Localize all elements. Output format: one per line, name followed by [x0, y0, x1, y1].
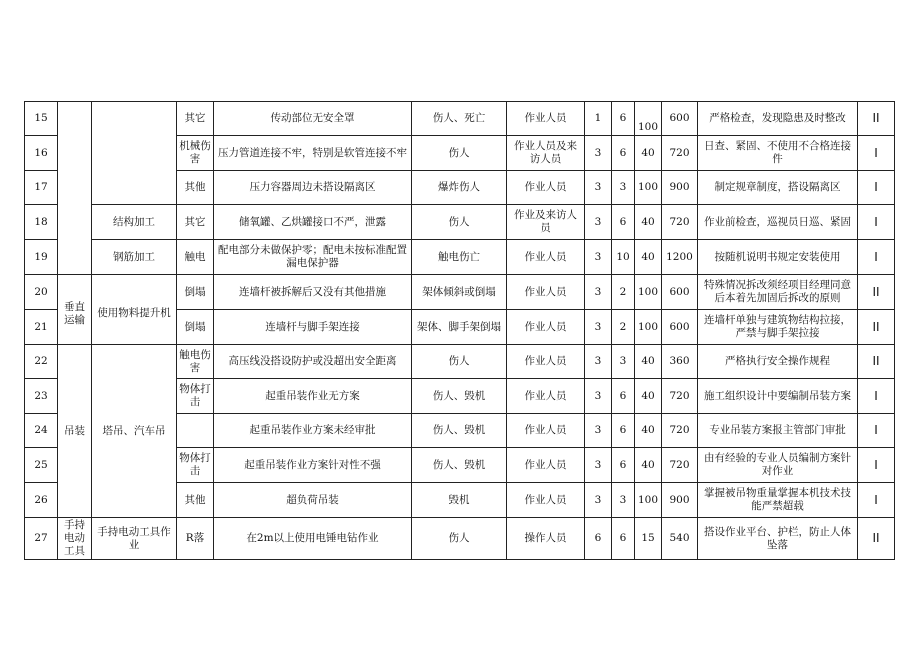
risk-level: II	[858, 275, 895, 310]
hazard-description: 压力管道连接不牢，特别是软管连接不牢	[214, 136, 412, 171]
control-measure: 作业前检查，巡视员日巡、紧固	[698, 205, 858, 240]
score-l: 3	[585, 171, 612, 205]
hazard-description: 超负荷吊装	[214, 483, 412, 518]
score-c: 100	[635, 275, 662, 310]
score-e: 3	[612, 345, 635, 379]
control-measure: 搭设作业平台、护栏，防止人体坠落	[698, 518, 858, 560]
score-e: 3	[612, 483, 635, 518]
score-c: 40	[635, 136, 662, 171]
activity-cell	[92, 102, 177, 205]
score-l: 3	[585, 414, 612, 448]
control-measure: 连墙杆单独与建筑物结构拉接，严禁与脚手架拉接	[698, 310, 858, 345]
possible-accident: 伤人、死亡	[412, 102, 507, 136]
row-number: 15	[25, 102, 58, 136]
control-measure: 施工组织设计中要编制吊装方案	[698, 379, 858, 414]
score-e: 6	[612, 518, 635, 560]
risk-level: II	[858, 310, 895, 345]
hazard-description: 在2m以上使用电锤电钻作业	[214, 518, 412, 560]
row-number: 17	[25, 171, 58, 205]
score-e: 6	[612, 136, 635, 171]
activity-cell: 使用物料提升机	[92, 275, 177, 345]
affected-person: 作业人员	[507, 448, 585, 483]
row-number: 23	[25, 379, 58, 414]
affected-person: 作业人员	[507, 275, 585, 310]
affected-person: 作业及来访人员	[507, 205, 585, 240]
row-number: 24	[25, 414, 58, 448]
hazard-type: 其他	[177, 483, 214, 518]
risk-level: I	[858, 379, 895, 414]
hazard-type: R落	[177, 518, 214, 560]
score-d: 600	[662, 310, 698, 345]
affected-person: 作业人员	[507, 345, 585, 379]
row-number: 25	[25, 448, 58, 483]
hazard-type: 物体打击	[177, 379, 214, 414]
score-e: 6	[612, 414, 635, 448]
control-measure: 严格执行安全操作规程	[698, 345, 858, 379]
score-d: 720	[662, 379, 698, 414]
possible-accident: 爆炸伤人	[412, 171, 507, 205]
score-d: 600	[662, 275, 698, 310]
hazard-description: 连墙杆被拆解后又没有其他措施	[214, 275, 412, 310]
table-row	[25, 205, 895, 240]
possible-accident: 触电伤亡	[412, 240, 507, 275]
score-e: 2	[612, 310, 635, 345]
possible-accident: 毁机	[412, 483, 507, 518]
score-l: 3	[585, 310, 612, 345]
possible-accident: 伤人	[412, 205, 507, 240]
row-number: 21	[25, 310, 58, 345]
control-measure: 日查、紧固、不使用不合格连接件	[698, 136, 858, 171]
possible-accident: 伤人	[412, 345, 507, 379]
possible-accident: 伤人	[412, 136, 507, 171]
hazard-description: 起重吊装作业无方案	[214, 379, 412, 414]
score-e: 6	[612, 102, 635, 136]
affected-person: 作业人员	[507, 310, 585, 345]
score-d: 720	[662, 414, 698, 448]
affected-person: 操作人员	[507, 518, 585, 560]
activity-cell: 结构加工	[92, 205, 177, 240]
score-e: 6	[612, 448, 635, 483]
score-l: 3	[585, 275, 612, 310]
table-row	[25, 240, 895, 275]
affected-person: 作业人员及来访人员	[507, 136, 585, 171]
row-number: 16	[25, 136, 58, 171]
risk-level: I	[858, 205, 895, 240]
score-l: 6	[585, 518, 612, 560]
hazard-type: 其它	[177, 102, 214, 136]
hazard-description: 压力容器周边未搭设隔离区	[214, 171, 412, 205]
row-number: 22	[25, 345, 58, 379]
affected-person: 作业人员	[507, 379, 585, 414]
score-l: 3	[585, 483, 612, 518]
possible-accident: 伤人、毁机	[412, 414, 507, 448]
category-cell: 吊装	[58, 345, 92, 518]
score-e: 3	[612, 171, 635, 205]
possible-accident: 伤人、毁机	[412, 379, 507, 414]
score-c: 100	[635, 171, 662, 205]
score-l: 3	[585, 136, 612, 171]
hazard-type: 触电	[177, 240, 214, 275]
category-cell: 垂直运输	[58, 275, 92, 345]
score-c: 40	[635, 414, 662, 448]
score-c: 40	[635, 240, 662, 275]
control-measure: 按随机说明书规定安装使用	[698, 240, 858, 275]
score-l: 3	[585, 240, 612, 275]
risk-level: I	[858, 448, 895, 483]
risk-level: II	[858, 345, 895, 379]
risk-assessment-table	[24, 101, 895, 560]
affected-person: 作业人员	[507, 171, 585, 205]
possible-accident: 架体倾斜或倒塌	[412, 275, 507, 310]
score-d: 900	[662, 483, 698, 518]
risk-level: I	[858, 240, 895, 275]
activity-cell: 钢筋加工	[92, 240, 177, 275]
score-d: 720	[662, 205, 698, 240]
table-row	[25, 102, 895, 136]
score-d: 360	[662, 345, 698, 379]
table-row	[25, 275, 895, 310]
risk-level: II	[858, 102, 895, 136]
hazard-description: 起重吊装作业方案未经审批	[214, 414, 412, 448]
hazard-type: 其它	[177, 205, 214, 240]
hazard-type: 触电伤害	[177, 345, 214, 379]
score-e: 6	[612, 205, 635, 240]
hazard-description: 高压线没搭设防护或没超出安全距离	[214, 345, 412, 379]
hazard-description: 连墙杆与脚手架连接	[214, 310, 412, 345]
hazard-description: 传动部位无安全罩	[214, 102, 412, 136]
hazard-type: 物体打击	[177, 448, 214, 483]
category-cell: 手持电动工具	[58, 518, 92, 560]
score-c: 40	[635, 448, 662, 483]
risk-level: I	[858, 136, 895, 171]
risk-level: I	[858, 414, 895, 448]
hazard-type: 机械伤害	[177, 136, 214, 171]
row-number: 19	[25, 240, 58, 275]
hazard-description: 起重吊装作业方案针对性不强	[214, 448, 412, 483]
affected-person: 作业人员	[507, 102, 585, 136]
score-d: 900	[662, 171, 698, 205]
hazard-type: 其他	[177, 171, 214, 205]
score-c: 40	[635, 205, 662, 240]
control-measure: 专业吊装方案报主管部门审批	[698, 414, 858, 448]
risk-level: I	[858, 483, 895, 518]
control-measure: 严格检查，发现隐患及时整改	[698, 102, 858, 136]
possible-accident: 伤人	[412, 518, 507, 560]
row-number: 26	[25, 483, 58, 518]
score-d: 540	[662, 518, 698, 560]
activity-cell: 手持电动工具作业	[92, 518, 177, 560]
possible-accident: 伤人、毁机	[412, 448, 507, 483]
risk-level: II	[858, 518, 895, 560]
score-e: 2	[612, 275, 635, 310]
hazard-type: 倒塌	[177, 310, 214, 345]
score-c: 100	[635, 102, 662, 136]
hazard-type: 倒塌	[177, 275, 214, 310]
score-c: 100	[635, 310, 662, 345]
score-c: 40	[635, 345, 662, 379]
score-d: 720	[662, 136, 698, 171]
affected-person: 作业人员	[507, 483, 585, 518]
hazard-description: 储氧罐、乙烘罐接口不严，泄露	[214, 205, 412, 240]
score-l: 3	[585, 379, 612, 414]
control-measure: 由有经验的专业人员编制方案针对作业	[698, 448, 858, 483]
risk-level: I	[858, 171, 895, 205]
score-d: 600	[662, 102, 698, 136]
score-d: 720	[662, 448, 698, 483]
affected-person: 作业人员	[507, 414, 585, 448]
score-l: 1	[585, 102, 612, 136]
score-d: 1200	[662, 240, 698, 275]
score-c: 100	[635, 483, 662, 518]
control-measure: 制定规章制度，搭设隔离区	[698, 171, 858, 205]
score-c: 40	[635, 379, 662, 414]
possible-accident: 架体、脚手架倒塌	[412, 310, 507, 345]
score-c: 15	[635, 518, 662, 560]
row-number: 20	[25, 275, 58, 310]
category-cell	[58, 102, 92, 275]
score-l: 3	[585, 448, 612, 483]
row-number: 18	[25, 205, 58, 240]
row-number: 27	[25, 518, 58, 560]
table-row	[25, 518, 895, 560]
affected-person: 作业人员	[507, 240, 585, 275]
control-measure: 特殊情况拆改须经项目经理同意后本着先加固后拆改的原则	[698, 275, 858, 310]
score-e: 10	[612, 240, 635, 275]
score-e: 6	[612, 379, 635, 414]
hazard-type	[177, 414, 214, 448]
score-l: 3	[585, 205, 612, 240]
hazard-description: 配电部分未做保护零；配电未按标准配置漏电保护器	[214, 240, 412, 275]
score-l: 3	[585, 345, 612, 379]
control-measure: 掌握被吊物重量掌握本机技术技能严禁超载	[698, 483, 858, 518]
table-row	[25, 345, 895, 379]
activity-cell: 塔吊、汽车吊	[92, 345, 177, 518]
